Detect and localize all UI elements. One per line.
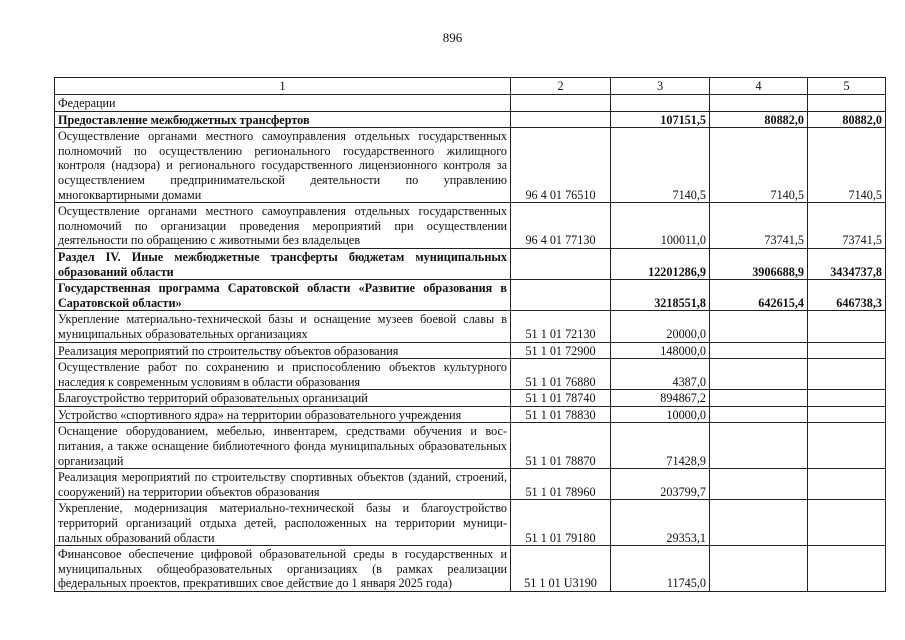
table-row: [55, 423, 886, 469]
row-value-col4: 80882,0: [710, 111, 808, 128]
row-name: Государственная программа Саратовской области «Развитие образования в Саратовской области»: [55, 280, 511, 311]
row-value-col5: [808, 311, 886, 342]
row-value-col4: [710, 390, 808, 407]
table-row: [55, 390, 886, 407]
row-value-col3: 11745,0: [611, 546, 710, 592]
table-row: [55, 342, 886, 359]
row-value-col3: 894867,2: [611, 390, 710, 407]
table-row: [55, 128, 886, 203]
table-row: [55, 311, 886, 342]
row-code: 51 1 01 78960: [511, 469, 611, 500]
table-row: [55, 500, 886, 546]
row-code: 96 4 01 77130: [511, 203, 611, 249]
row-name: Устройство «спортивного ядра» на территории образовательного учреждения: [55, 406, 511, 423]
row-value-col3: 148000,0: [611, 342, 710, 359]
row-name: Реализация мероприятий по строительству спортивных объектов (зданий, строений, сооружений) на территории объектов образования: [55, 469, 511, 500]
row-value-col3: 20000,0: [611, 311, 710, 342]
table-row: [55, 546, 886, 592]
row-value-col3: 107151,5: [611, 111, 710, 128]
row-value-col4: [710, 500, 808, 546]
row-name: Оснащение оборудованием, мебелью, инвентарем, средствами обучения и воспитания, а также оснащение библиотечного фонда муниципальных образовательных организаций: [55, 423, 511, 469]
column-header-2: 2: [511, 78, 611, 95]
row-value-col4: [710, 95, 808, 112]
table-body: [55, 95, 886, 592]
row-value-col5: [808, 342, 886, 359]
row-code: 51 1 01 79180: [511, 500, 611, 546]
row-value-col3: 100011,0: [611, 203, 710, 249]
row-value-col4: [710, 359, 808, 390]
column-header-5: 5: [808, 78, 886, 95]
row-value-col4: [710, 311, 808, 342]
row-value-col5: [808, 469, 886, 500]
row-value-col3: 71428,9: [611, 423, 710, 469]
row-value-col5: 7140,5: [808, 128, 886, 203]
row-value-col5: 3434737,8: [808, 248, 886, 279]
row-value-col5: [808, 406, 886, 423]
row-code: 51 1 01 78740: [511, 390, 611, 407]
table-row: [55, 406, 886, 423]
row-value-col3: 10000,0: [611, 406, 710, 423]
row-value-col5: 80882,0: [808, 111, 886, 128]
row-code: [511, 95, 611, 112]
column-header-1: 1: [55, 78, 511, 95]
row-name: Раздел IV. Иные межбюджетные трансферты бюджетам муниципальных образований области: [55, 248, 511, 279]
row-value-col5: [808, 95, 886, 112]
row-code: 51 1 01 72900: [511, 342, 611, 359]
table-row: [55, 280, 886, 311]
row-value-col5: 73741,5: [808, 203, 886, 249]
row-value-col5: [808, 423, 886, 469]
row-value-col4: [710, 469, 808, 500]
column-header-3: 3: [611, 78, 710, 95]
row-value-col4: [710, 546, 808, 592]
row-value-col4: [710, 342, 808, 359]
row-value-col3: 29353,1: [611, 500, 710, 546]
row-name: Благоустройство территорий образовательных организаций: [55, 390, 511, 407]
row-code: 51 1 01 78830: [511, 406, 611, 423]
row-code: 51 1 01 76880: [511, 359, 611, 390]
row-value-col3: 7140,5: [611, 128, 710, 203]
row-name: Осуществление работ по сохранению и приспособлению объектов культурного наследия к современным условиям в области образования: [55, 359, 511, 390]
row-code: [511, 280, 611, 311]
row-value-col3: [611, 95, 710, 112]
row-value-col3: 203799,7: [611, 469, 710, 500]
table-row: [55, 248, 886, 279]
row-name: Осуществление органами местного самоуправления отдельных государственных полномочий по организации проведения мероприятий при осуществлении деятельности по обращению с животными без владельцев: [55, 203, 511, 249]
row-code: 51 1 01 72130: [511, 311, 611, 342]
row-value-col3: 4387,0: [611, 359, 710, 390]
table-row: [55, 469, 886, 500]
row-value-col4: 7140,5: [710, 128, 808, 203]
row-value-col4: 3906688,9: [710, 248, 808, 279]
row-name: Укрепление материально-технической базы и оснащение музеев боевой славы в муниципальных образовательных организациях: [55, 311, 511, 342]
row-name: Федерации: [55, 95, 511, 112]
row-code: [511, 248, 611, 279]
row-code: 96 4 01 76510: [511, 128, 611, 203]
budget-table: [54, 77, 886, 592]
row-value-col3: 12201286,9: [611, 248, 710, 279]
table-row: [55, 95, 886, 112]
row-name: Осуществление органами местного самоуправления отдельных государственных полномочий по осуществлению регионального государственного жилищного контроля (надзора) и регионального государственного лицензионного контроля за осуществлением предпринимательской деятельности по управлению многоквартирными домами: [55, 128, 511, 203]
row-name: Финансовое обеспечение цифровой образовательной среды в государственных и муниципальных общеобразовательных организациях (в рамках реализации федеральных проектов, прекративших свое действие до 1 января 2025 года): [55, 546, 511, 592]
row-code: 51 1 01 78870: [511, 423, 611, 469]
row-name: Реализация мероприятий по строительству объектов образования: [55, 342, 511, 359]
row-name: Предоставление межбюджетных трансфертов: [55, 111, 511, 128]
row-value-col4: 73741,5: [710, 203, 808, 249]
header-row: [55, 78, 886, 95]
row-value-col4: [710, 406, 808, 423]
table-row: [55, 203, 886, 249]
row-code: [511, 111, 611, 128]
row-value-col3: 3218551,8: [611, 280, 710, 311]
row-value-col5: 646738,3: [808, 280, 886, 311]
column-header-4: 4: [710, 78, 808, 95]
row-code: 51 1 01 U3190: [511, 546, 611, 592]
row-value-col5: [808, 500, 886, 546]
row-value-col4: 642615,4: [710, 280, 808, 311]
table-row: [55, 111, 886, 128]
row-value-col5: [808, 359, 886, 390]
table-row: [55, 359, 886, 390]
row-name: Укрепление, модернизация материально-технической базы и благоустройство территорий организаций отдыха детей, расположенных на территории муниципальных образований области: [55, 500, 511, 546]
page-number: 896: [442, 30, 463, 45]
row-value-col5: [808, 390, 886, 407]
row-value-col5: [808, 546, 886, 592]
row-value-col4: [710, 423, 808, 469]
